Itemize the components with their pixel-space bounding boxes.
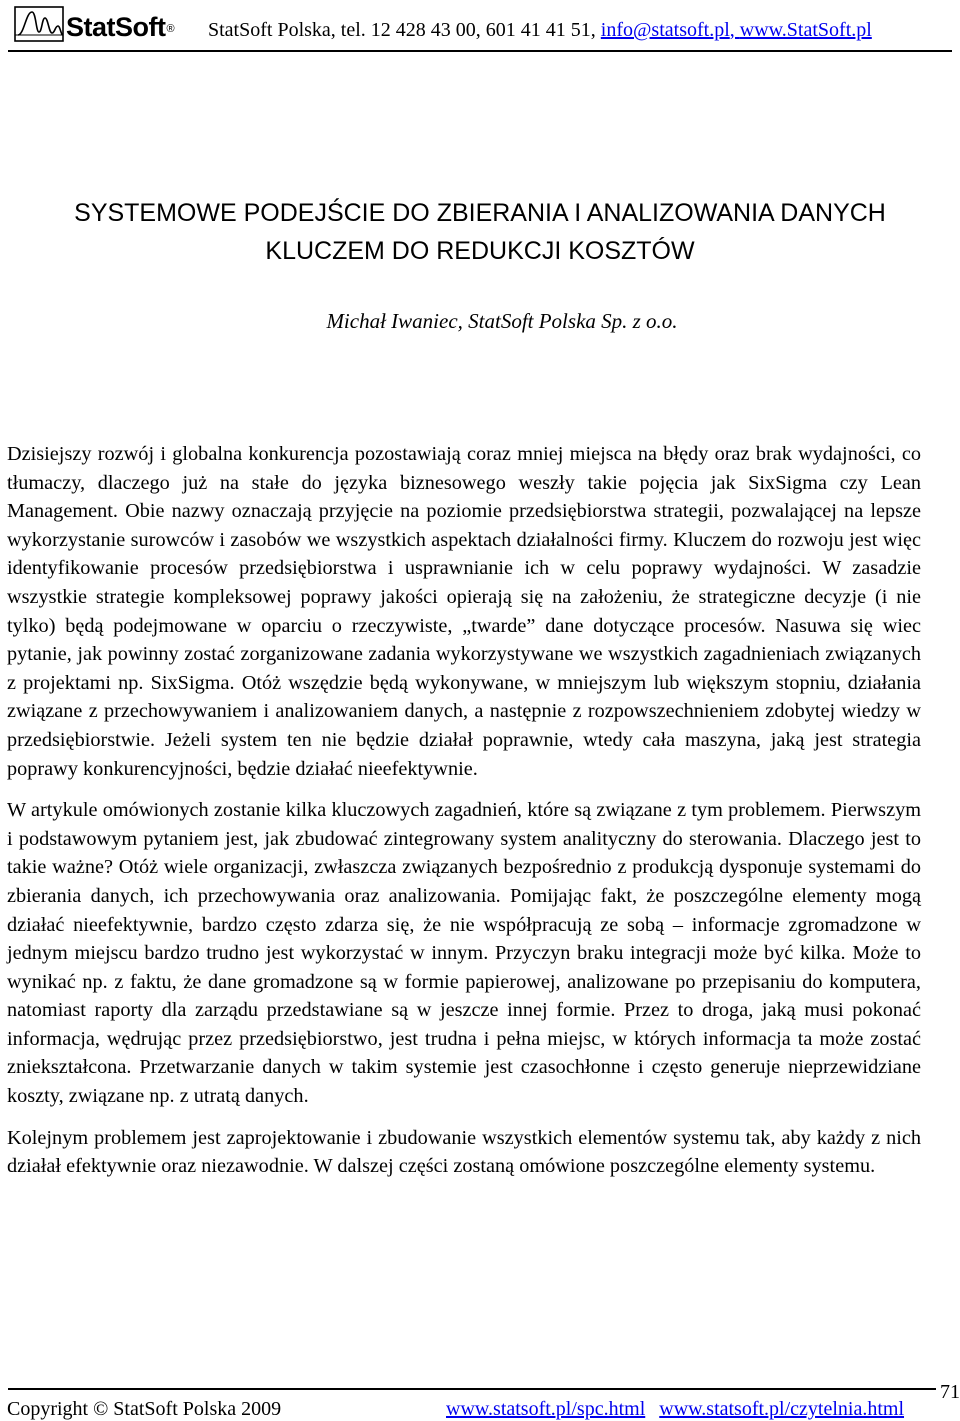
paragraph-3: Kolejnym problemem jest zaprojektowanie i zbudowanie wszystkich elementów systemu tak, aby każdy z nich działał efektywnie oraz niezawodnie. W dalszej części zostaną omówione poszczególne elementy systemu. bbox=[7, 1126, 921, 1178]
article-author: Michał Iwaniec, StatSoft Polska Sp. z o.o. bbox=[326, 309, 678, 333]
czytelnia-link[interactable]: www.statsoft.pl/czytelnia.html bbox=[659, 1398, 905, 1420]
statsoft-logo-text: StatSoft® bbox=[66, 12, 175, 42]
spc-link[interactable]: www.statsoft.pl/spc.html bbox=[446, 1398, 646, 1420]
footer-copyright: Copyright © StatSoft Polska 2009 bbox=[7, 1398, 282, 1420]
title-line-1: SYSTEMOWE PODEJŚCIE DO ZBIERANIA I ANALIZOWANIA DANYCH bbox=[74, 199, 886, 227]
website-link[interactable]: www.StatSoft.pl bbox=[739, 19, 872, 41]
statsoft-logo-icon bbox=[14, 6, 64, 42]
article-title bbox=[0, 194, 960, 270]
paragraph-1: Dzisiejszy rozwój i globalna konkurencja pozostawiają coraz mniej miejsca na błędy oraz brak wydajności, co tłumaczy, dlaczego już na stałe do języka biznesowego weszły takie pojęcia jak SixSigma czy Lean Management. Obie nazwy oznaczają przyjęcie na poziomie przedsiębiorstwa strategii, pozwalającej na lepsze wykorzystanie surowców i zasobów we wszystkich aspektach działalności firmy. Kluczem do rozwoju jest więc identyfikowanie procesów przedsiębiorstwa i usprawnianie ich w celu poprawy wydajności. W zasadzie wszystkie strategie kompleksowej poprawy jakości opierają się na założeniu, że strategiczne decyzje (i nie tylko) będą podejmowane w oparciu o rzeczywiste, „twarde” dane dotyczące procesów. Nasuwa się wiec pytanie, jak powinny zostać zorganizowane zadania wykorzystywane we wszystkich zagadnieniach związanych z projektami np. SixSigma. Otóż wszędzie będą wykonywane, w mniejszym lub większym stopniu, działania związane z przechowywaniem i analizowaniem danych, a następnie z rozpowszechnieniem zdobytej wiedzy w przedsiębiorstwie. Jeżeli system ten nie będzie działał poprawnie, wtedy cała maszyna, jaką jest strategia poprawy konkurencyjności, będzie działać nieefektywnie. bbox=[7, 443, 921, 780]
header-divider bbox=[8, 50, 952, 52]
article-body bbox=[7, 440, 921, 1194]
header-contact-line bbox=[208, 18, 872, 42]
paragraph-2: W artykule omówionych zostanie kilka kluczowych zagadnień, które są związane z tym problemem. Pierwszym i podstawowym pytaniem jest, jak zbudować zintegrowany system analityczny do sterowania. Dlaczego jest to takie ważne? Otóż wiele organizacji, zwłaszcza związanych bezpośrednio z produkcją dysponuje systemami do zbierania danych, ich przechowywania oraz analizowania. Pomijając fakt, że poszczególne elementy mogą działać nieefektywnie, bardzo często zdarza się, że nie współpracują ze sobą – informacje zgromadzone w jednym miejscu bardzo trudno jest wykorzystać w innym. Przyczyn braku integracji może być kilka. Może to wynikać np. z faktu, że dane gromadzone są w formie papierowej, analizowane po przepisaniu do komputera, natomiast raporty dla zarządu przedstawiane są w jeszcze innej formie. Przez to droga, jaką musi pokonać informacja, wędrując przez przedsiębiorstwo, jest trudna i pełna miejsc, w których informacja ta może zostać zniekształcona. Przetwarzanie danych w takim systemie jest czasochłonne i często generuje nieprzewidziane koszty, związane np. z utratą danych. bbox=[7, 799, 921, 1108]
header-separator: , bbox=[729, 19, 740, 41]
page-header bbox=[0, 0, 960, 60]
contact-phones: StatSoft Polska, tel. 12 428 43 00, 601 41 41 51, bbox=[208, 19, 601, 41]
footer-links bbox=[446, 1397, 904, 1421]
page-number: 71 bbox=[940, 1381, 960, 1403]
footer-divider bbox=[8, 1388, 936, 1390]
email-link[interactable]: info@statsoft.pl bbox=[600, 19, 730, 41]
title-line-2: KLUCZEM DO REDUKCJI KOSZTÓW bbox=[265, 237, 695, 265]
